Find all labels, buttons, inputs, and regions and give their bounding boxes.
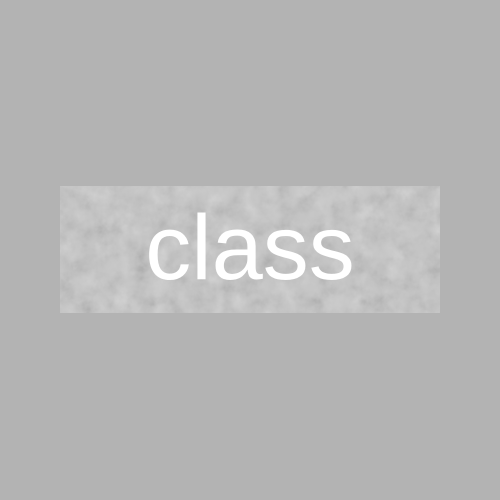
word-text: class: [145, 196, 355, 299]
noisy-word-block: [60, 186, 440, 313]
